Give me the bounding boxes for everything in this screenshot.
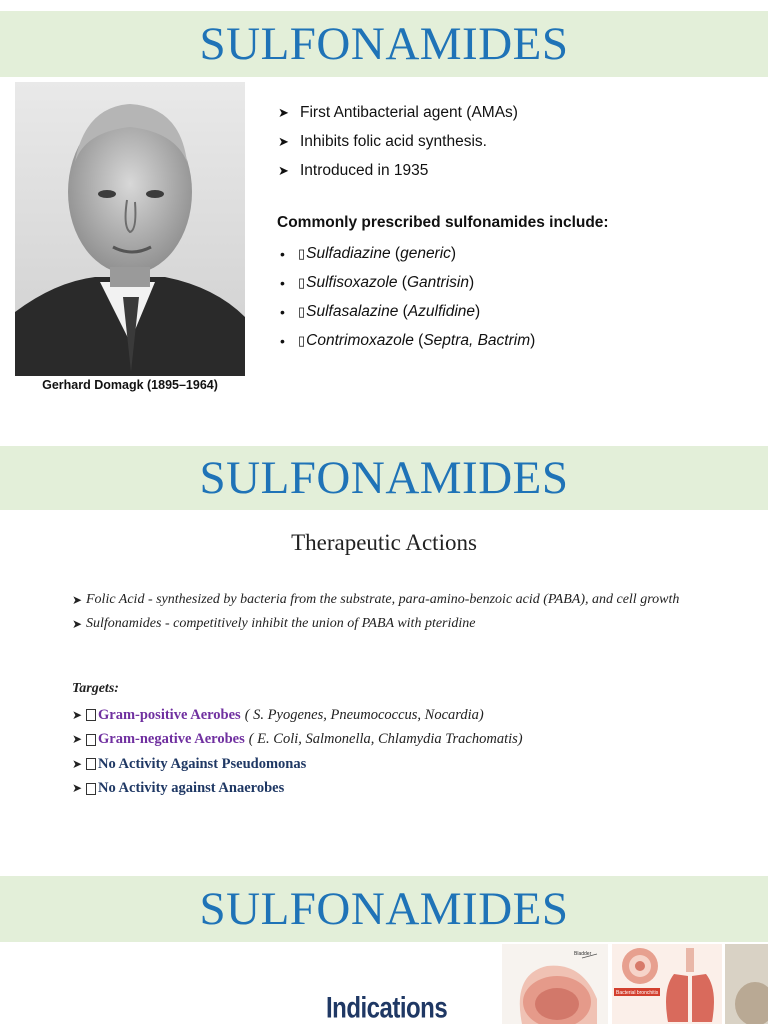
- drug-name: Sulfisoxazole: [306, 273, 398, 291]
- drug-brand: Gantrisin: [406, 273, 469, 291]
- dot-bullet-icon: •: [280, 245, 285, 262]
- missing-glyph-icon: [86, 758, 96, 770]
- arrow-bullet-icon: ➤: [72, 732, 83, 747]
- target-label: Gram-negative Aerobes: [98, 731, 245, 748]
- dot-bullet-icon: •: [280, 332, 285, 349]
- bullet-text: First Antibacterial agent (AMAs): [300, 103, 518, 121]
- arrow-bullet-icon: ➤: [278, 162, 289, 178]
- intro-bullet-list: [278, 98, 518, 185]
- action-text: Sulfonamides - competitively inhibit the union of PABA with pteridine: [86, 616, 476, 631]
- portrait-caption: Gerhard Domagk (1895–1964): [42, 378, 218, 392]
- indications-heading: Indications: [326, 991, 448, 1024]
- list-item: • ▯ Sulfadiazine ( generic ): [280, 244, 457, 262]
- list-item: [278, 127, 518, 156]
- bullet-text: Inhibits folic acid synthesis.: [300, 132, 487, 150]
- arrow-bullet-icon: ➤: [278, 133, 289, 149]
- missing-glyph-icon: [86, 734, 96, 746]
- portrait-illustration: [15, 82, 245, 376]
- list-item: [72, 703, 523, 728]
- missing-glyph-icon: [86, 709, 96, 721]
- slide3-title-band: [0, 876, 768, 942]
- list-item: [278, 156, 518, 185]
- slide1-title: SULFONAMIDES: [199, 18, 569, 70]
- targets-list: [72, 703, 523, 801]
- slide2-title: SULFONAMIDES: [199, 452, 569, 504]
- arrow-bullet-icon: ➤: [72, 617, 83, 631]
- list-item: [72, 752, 523, 777]
- bullet-text: Introduced in 1935: [300, 161, 429, 179]
- portrait-photo: [15, 82, 245, 376]
- drug-brand: Septra, Bactrim: [423, 331, 531, 349]
- list-item: [278, 98, 518, 127]
- slide1-title-band: [0, 11, 768, 77]
- target-label: No Activity Against Pseudomonas: [98, 755, 307, 772]
- drugs-subheading: Commonly prescribed sulfonamides include:: [277, 214, 609, 231]
- arrow-bullet-icon: ➤: [72, 781, 83, 796]
- bladder-illustration: [502, 944, 608, 1024]
- list-item: [72, 728, 523, 753]
- list-item: • ▯ Sulfasalazine ( Azulfidine ): [280, 302, 481, 320]
- list-item: [72, 592, 732, 608]
- list-item: • ▯ Contrimoxazole ( Septra, Bactrim ): [280, 331, 536, 349]
- drug-brand: Azulfidine: [407, 302, 476, 320]
- list-item: [72, 616, 732, 632]
- therapeutic-actions-heading: Therapeutic Actions: [291, 530, 477, 555]
- bronchitis-label: Bacterial bronchitis: [616, 990, 659, 996]
- drug-brand: generic: [400, 244, 451, 262]
- missing-glyph-icon: ▯: [298, 245, 306, 261]
- target-detail: ( S. Pyogenes, Pneumococcus, Nocardia): [244, 706, 484, 723]
- actions-list: [72, 592, 732, 640]
- action-text: Folic Acid - synthesized by bacteria from the substrate, para-amino-benzoic acid (PABA), and cell growth: [86, 592, 680, 607]
- arrow-bullet-icon: ➤: [278, 104, 289, 120]
- list-item: [72, 777, 523, 802]
- cropped-illustration: [725, 944, 768, 1024]
- lungs-illustration: [612, 944, 722, 1024]
- arrow-bullet-icon: ➤: [72, 756, 83, 771]
- missing-glyph-icon: ▯: [298, 274, 306, 290]
- dot-bullet-icon: •: [280, 303, 285, 320]
- missing-glyph-icon: [86, 783, 96, 795]
- arrow-bullet-icon: ➤: [72, 593, 83, 607]
- target-label: No Activity against Anaerobes: [98, 780, 285, 797]
- bladder-label: Bladder: [574, 951, 592, 957]
- arrow-bullet-icon: ➤: [72, 707, 83, 722]
- target-label: Gram-positive Aerobes: [98, 706, 241, 723]
- target-detail: ( E. Coli, Salmonella, Chlamydia Trachomatis): [248, 731, 523, 748]
- drug-name: Sulfasalazine: [306, 302, 399, 320]
- missing-glyph-icon: ▯: [298, 332, 306, 348]
- list-item: • ▯ Sulfisoxazole ( Gantrisin ): [280, 273, 475, 291]
- dot-bullet-icon: •: [280, 274, 285, 291]
- drug-name: Sulfadiazine: [306, 244, 391, 262]
- drug-list: [280, 239, 535, 355]
- targets-label: Targets:: [72, 681, 119, 696]
- slide3-title: SULFONAMIDES: [199, 883, 569, 935]
- slide2-title-band: [0, 446, 768, 510]
- drug-name: Contrimoxazole: [306, 331, 414, 349]
- missing-glyph-icon: ▯: [298, 303, 306, 319]
